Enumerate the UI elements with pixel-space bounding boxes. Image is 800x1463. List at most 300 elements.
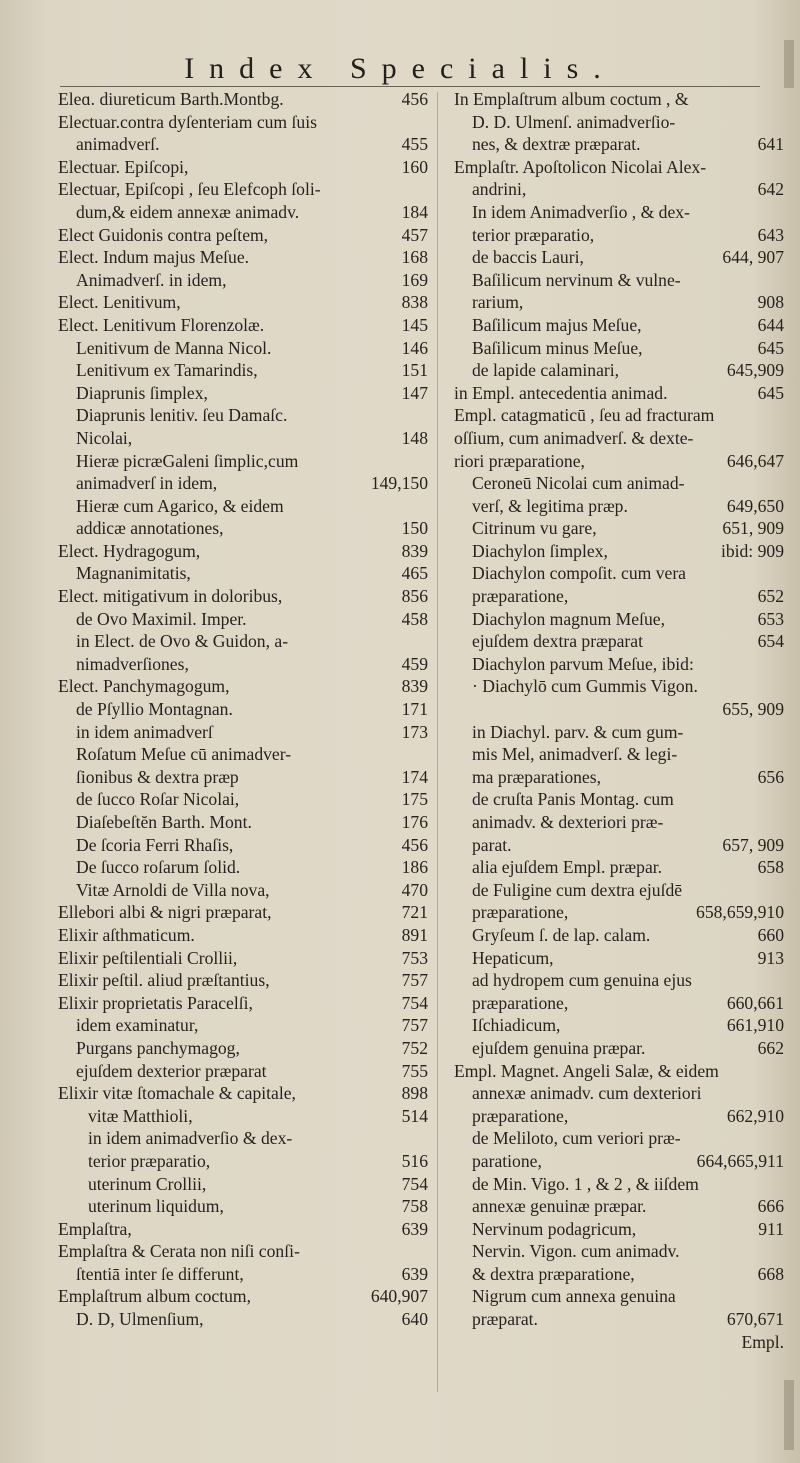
index-entry xyxy=(454,834,784,857)
index-entry xyxy=(58,1014,428,1037)
index-entry xyxy=(58,246,428,269)
index-entry xyxy=(454,427,784,450)
entry-text: Purgans panchymagog, xyxy=(76,1037,240,1058)
entry-text: vitæ Matthioli, xyxy=(88,1105,193,1126)
entry-page-number: 644 xyxy=(757,314,784,335)
entry-page-number: 145 xyxy=(401,314,428,335)
entry-text: in Diachyl. parv. & cum gum- xyxy=(472,721,684,742)
entry-text: In Emplaſtrum album coctum , & xyxy=(454,89,689,109)
entry-page-number: 658,659,910 xyxy=(696,902,784,923)
index-entry xyxy=(58,1127,428,1150)
entry-text: Ceroneū Nicolai cum animad- xyxy=(472,473,685,494)
index-entry xyxy=(454,585,784,608)
index-entry xyxy=(454,1240,784,1263)
index-entry xyxy=(454,291,784,314)
entry-text: Nervin. Vigon. cum animadv. xyxy=(472,1241,680,1262)
entry-text: Elixir peſtil. aliud præſtantius, xyxy=(58,970,270,991)
entry-page-number: 646,647 xyxy=(726,450,784,471)
entry-text: Elect. Hydragogum, xyxy=(58,540,201,561)
entry-text: Gryſeum ſ. de lap. calam. xyxy=(472,924,651,945)
entry-page-number: 668 xyxy=(757,1263,784,1284)
index-entry xyxy=(58,653,428,676)
index-entry xyxy=(454,495,784,518)
index-entry xyxy=(58,811,428,834)
index-entry xyxy=(454,1105,784,1128)
index-entry xyxy=(454,1082,784,1105)
entry-text: in Empl. antecedentia animad. xyxy=(454,382,668,403)
entry-page-number: 662 xyxy=(757,1037,784,1058)
index-entry xyxy=(454,269,784,292)
index-entry xyxy=(58,337,428,360)
entry-page-number: 908 xyxy=(757,292,784,313)
entry-page-number: 470 xyxy=(401,879,428,900)
entry-text: Roſatum Meſue cū animadver- xyxy=(76,744,292,765)
entry-text: Diachylon ſimplex, xyxy=(472,540,608,561)
entry-text: Emplaſtr. Apoſtolicon Nicolai Alex- xyxy=(454,156,707,177)
entry-page-number: 456 xyxy=(401,89,428,109)
entry-text: Hieræ picræGaleni ſimplic,cum xyxy=(76,450,299,471)
entry-page-number: 670,671 xyxy=(726,1309,784,1330)
entry-page-number: 911 xyxy=(758,1218,784,1239)
entry-page-number: 753 xyxy=(401,947,428,968)
entry-page-number: 660,661 xyxy=(726,992,784,1013)
entry-page-number: 168 xyxy=(401,247,428,268)
entry-text: annexæ genuinæ præpar. xyxy=(472,1196,647,1217)
index-entry xyxy=(58,404,428,427)
entry-text: uterinum Crollii, xyxy=(88,1173,207,1194)
entry-text: Iſchiadicum, xyxy=(472,1015,561,1036)
entry-page-number: 651, 909 xyxy=(722,518,784,539)
entry-page-number: 465 xyxy=(401,563,428,584)
index-entry xyxy=(58,1218,428,1241)
entry-text: Emplaſtra & Cerata non niſi conſi- xyxy=(58,1241,300,1262)
entry-text: Diaſebeſtĕn Barth. Mont. xyxy=(76,812,252,832)
index-entry xyxy=(58,201,428,224)
index-entry xyxy=(454,947,784,970)
index-entry xyxy=(454,653,784,676)
entry-text: riori præparatione, xyxy=(454,450,585,471)
index-entry xyxy=(454,788,784,811)
index-entry xyxy=(454,562,784,585)
entry-page-number: 639 xyxy=(401,1263,428,1284)
entry-text: Eleɑ. diureticum Barth.Montbg. xyxy=(58,89,284,109)
entry-text: annexæ animadv. cum dexteriori xyxy=(472,1083,702,1104)
index-entry xyxy=(58,1285,428,1308)
entry-page-number: 666 xyxy=(757,1196,784,1217)
entry-text: parat. xyxy=(472,834,512,855)
entry-text: Diaprunis lenitiv. ſeu Damaſc. xyxy=(76,405,288,426)
entry-page-number: 898 xyxy=(401,1083,428,1104)
entry-text: Elixir proprietatis Paracelſi, xyxy=(58,992,253,1013)
index-entry xyxy=(58,608,428,631)
entry-text: ad hydropem cum genuina ejus xyxy=(472,970,692,991)
index-entry xyxy=(58,178,428,201)
entry-text: animadv. & dexteriori præ- xyxy=(472,812,664,832)
entry-page-number: 458 xyxy=(401,608,428,629)
index-entry xyxy=(454,1308,784,1331)
entry-page-number: 150 xyxy=(401,518,428,539)
index-entry xyxy=(454,608,784,631)
entry-text: Nervinum podagricum, xyxy=(472,1218,637,1239)
index-entry xyxy=(58,156,428,179)
entry-text: terior præparatio, xyxy=(88,1150,211,1171)
index-entry xyxy=(454,1331,784,1354)
index-entry xyxy=(454,1127,784,1150)
index-entry xyxy=(58,1150,428,1173)
entry-text: paratione, xyxy=(472,1150,542,1171)
page-edge-shadow xyxy=(784,40,794,88)
index-entry xyxy=(58,947,428,970)
entry-text: alia ejuſdem Empl. præpar. xyxy=(472,857,663,878)
index-entry xyxy=(58,224,428,247)
entry-text: in idem animadverſio & dex- xyxy=(88,1128,293,1149)
index-entry xyxy=(58,1082,428,1105)
entry-page-number: 754 xyxy=(401,992,428,1013)
entry-page-number: 173 xyxy=(401,721,428,742)
entry-page-number: 758 xyxy=(401,1196,428,1217)
index-entry xyxy=(58,495,428,518)
entry-page-number: 661,910 xyxy=(726,1015,784,1036)
page-edge-shadow xyxy=(784,1380,794,1450)
index-entry xyxy=(454,1173,784,1196)
entry-text: de Meliloto, cum veriori præ- xyxy=(472,1128,681,1149)
index-entry xyxy=(58,427,428,450)
index-entry xyxy=(58,562,428,585)
entry-text: ejuſdem dexterior præparat xyxy=(76,1060,267,1081)
index-entry xyxy=(58,88,428,111)
entry-text: Citrinum vu gare, xyxy=(472,518,597,539)
entry-text: Elixir vitæ ſtomachale & capitale, xyxy=(58,1083,296,1104)
entry-page-number: 640,907 xyxy=(370,1286,428,1307)
entry-page-number: 649,650 xyxy=(726,495,784,516)
index-entry xyxy=(58,969,428,992)
entry-page-number: 171 xyxy=(401,699,428,720)
entry-page-number: 752 xyxy=(401,1037,428,1058)
entry-text: De ſcoria Ferri Rhaſis, xyxy=(76,834,234,855)
index-entry xyxy=(454,246,784,269)
entry-text: de baccis Lauri, xyxy=(472,247,584,268)
index-entry xyxy=(454,1150,784,1173)
index-entry xyxy=(58,992,428,1015)
entry-text: Diaprunis ſimplex, xyxy=(76,382,208,403)
entry-page-number: 658 xyxy=(757,857,784,878)
index-entry xyxy=(454,156,784,179)
index-entry xyxy=(58,133,428,156)
index-entry xyxy=(454,992,784,1015)
entry-text: nimadverſiones, xyxy=(76,653,189,674)
entry-text: Electuar. Epiſcopi, xyxy=(58,156,189,177)
index-entry xyxy=(58,472,428,495)
index-entry xyxy=(454,811,784,834)
entry-text: Empl. Magnet. Angeli Salæ, & eidem xyxy=(454,1060,719,1081)
index-entry xyxy=(58,675,428,698)
index-entry xyxy=(454,1263,784,1286)
entry-text: præparat. xyxy=(472,1309,538,1330)
index-entry xyxy=(58,585,428,608)
entry-text: Electuar.contra dyſenteriam cum ſuis xyxy=(58,111,317,132)
index-column-left xyxy=(58,88,428,1331)
entry-text: Baſilicum majus Meſue, xyxy=(472,314,642,335)
entry-text: præparatione, xyxy=(472,992,569,1013)
entry-page-number: 642 xyxy=(757,179,784,200)
index-entry xyxy=(58,1308,428,1331)
index-entry xyxy=(454,969,784,992)
entry-text: andrini, xyxy=(472,179,527,200)
index-entry xyxy=(454,721,784,744)
index-entry xyxy=(454,337,784,360)
entry-text: oſſium, cum animadverſ. & dexte- xyxy=(454,427,694,448)
entry-text: in idem animadverſ xyxy=(76,721,213,742)
index-entry xyxy=(58,766,428,789)
index-entry xyxy=(58,879,428,902)
entry-page-number: 754 xyxy=(401,1173,428,1194)
index-entry xyxy=(454,1218,784,1241)
entry-page-number: 757 xyxy=(401,970,428,991)
entry-page-number: 175 xyxy=(401,789,428,810)
index-entry xyxy=(58,1105,428,1128)
entry-page-number: 455 xyxy=(401,134,428,155)
entry-text: Ellebori albi & nigri præparat, xyxy=(58,902,272,923)
entry-text: ſtentiā inter ſe differunt, xyxy=(76,1263,244,1284)
entry-text: D. D. Ulmenſ. animadverſio- xyxy=(472,111,676,132)
entry-page-number: 660 xyxy=(757,924,784,945)
entry-text: Vitæ Arnoldi de Villa nova, xyxy=(76,879,270,900)
entry-text: De ſucco roſarum ſolid. xyxy=(76,857,241,878)
entry-text: Emplaſtra, xyxy=(58,1218,132,1239)
entry-text: Nigrum cum annexa genuina xyxy=(472,1286,676,1307)
entry-text: idem examinatur, xyxy=(76,1015,199,1036)
entry-page-number: 656 xyxy=(757,766,784,787)
entry-page-number: 456 xyxy=(401,834,428,855)
entry-page-number: 644, 907 xyxy=(722,247,784,268)
index-entry xyxy=(454,1060,784,1083)
entry-page-number: 757 xyxy=(401,1015,428,1036)
entry-page-number: 653 xyxy=(757,608,784,629)
index-entry xyxy=(454,924,784,947)
entry-page-number: 643 xyxy=(757,224,784,245)
entry-text: addicæ annotationes, xyxy=(76,518,224,539)
entry-text: in Elect. de Ovo & Guidon, a- xyxy=(76,631,289,652)
index-entry xyxy=(454,766,784,789)
entry-text: Diachylon magnum Meſue, xyxy=(472,608,665,629)
entry-page-number: 838 xyxy=(401,292,428,313)
index-entry xyxy=(58,450,428,473)
entry-page-number: 146 xyxy=(401,337,428,358)
entry-page-number: 645 xyxy=(757,382,784,403)
entry-page-number: 151 xyxy=(401,360,428,381)
page-header: Index Specialis. xyxy=(184,52,616,85)
index-entry xyxy=(58,924,428,947)
index-entry xyxy=(454,178,784,201)
entry-text: ſionibus & dextra præp xyxy=(76,766,239,787)
entry-page-number: 645,909 xyxy=(726,360,784,381)
entry-text: Baſilicum minus Meſue, xyxy=(472,337,643,358)
entry-text: de ſucco Roſar Nicolai, xyxy=(76,789,240,810)
entry-page-number: 149,150 xyxy=(370,473,428,494)
index-entry xyxy=(58,1037,428,1060)
entry-text: Nicolai, xyxy=(76,427,133,448)
entry-text: In idem Animadverſio , & dex- xyxy=(472,201,690,222)
entry-text: animadverſ in idem, xyxy=(76,473,218,494)
entry-text: mis Mel, animadverſ. & legi- xyxy=(472,744,678,765)
entry-page-number: 176 xyxy=(401,812,428,832)
header-rule xyxy=(60,86,760,87)
entry-page-number: 174 xyxy=(401,766,428,787)
entry-text: ma præparationes, xyxy=(472,766,601,787)
index-entry xyxy=(454,743,784,766)
entry-page-number: 640 xyxy=(401,1309,428,1330)
entry-text: præparatione, xyxy=(472,902,569,923)
entry-page-number: 856 xyxy=(401,586,428,607)
entry-text: Lenitivum de Manna Nicol. xyxy=(76,337,272,358)
index-entry xyxy=(454,450,784,473)
entry-text: Elect. Lenitivum Florenzolæ. xyxy=(58,314,265,335)
index-entry xyxy=(454,698,784,721)
entry-text: de Ovo Maximil. Imper. xyxy=(76,608,247,629)
entry-page-number: 160 xyxy=(401,156,428,177)
index-entry xyxy=(454,201,784,224)
entry-text: uterinum liquidum, xyxy=(88,1196,224,1217)
entry-page-number: 913 xyxy=(757,947,784,968)
entry-page-number: 721 xyxy=(401,902,428,923)
entry-text: Lenitivum ex Tamarindis, xyxy=(76,360,258,381)
entry-text: Hieræ cum Agarico, & eidem xyxy=(76,495,284,516)
column-divider xyxy=(437,92,438,1392)
entry-text: præparatione, xyxy=(472,1105,569,1126)
entry-text: verſ, & legitima præp. xyxy=(472,495,628,516)
entry-page-number: 839 xyxy=(401,540,428,561)
index-entry xyxy=(58,1263,428,1286)
entry-page-number: 891 xyxy=(401,924,428,945)
entry-text: terior præparatio, xyxy=(472,224,595,245)
index-entry xyxy=(58,269,428,292)
entry-page-number: 514 xyxy=(401,1105,428,1126)
entry-text: Magnanimitatis, xyxy=(76,563,191,584)
entry-page-number: 516 xyxy=(401,1150,428,1171)
index-entry xyxy=(58,517,428,540)
index-entry xyxy=(58,382,428,405)
entry-page-number: 655, 909 xyxy=(722,699,784,720)
index-entry xyxy=(58,1195,428,1218)
entry-page-number: ibid: 909 xyxy=(720,540,784,561)
entry-page-number: 639 xyxy=(401,1218,428,1239)
index-entry xyxy=(58,1060,428,1083)
entry-text: Elect. Panchymagogum, xyxy=(58,676,230,697)
entry-text: rarium, xyxy=(472,292,524,313)
index-entry xyxy=(58,856,428,879)
entry-text: de lapide calaminari, xyxy=(472,360,620,381)
entry-text: Elixir aſthmaticum. xyxy=(58,924,195,945)
entry-page-number: 147 xyxy=(401,382,428,403)
index-entry xyxy=(58,834,428,857)
entry-text: de Pſyllio Montagnan. xyxy=(76,699,233,720)
index-entry xyxy=(454,404,784,427)
index-entry xyxy=(454,540,784,563)
index-entry xyxy=(454,630,784,653)
index-entry xyxy=(454,359,784,382)
entry-page-number: 664,665,911 xyxy=(696,1150,784,1171)
entry-text: præparatione, xyxy=(472,586,569,607)
entry-page-number: 662,910 xyxy=(726,1105,784,1126)
entry-text: & dextra præparatione, xyxy=(472,1263,635,1284)
entry-text: Electuar, Epiſcopi , ſeu Elefcoph ſoli- xyxy=(58,179,321,200)
index-entry xyxy=(58,291,428,314)
index-entry xyxy=(454,879,784,902)
index-entry xyxy=(58,111,428,134)
entry-text: de cruſta Panis Montag. cum xyxy=(472,789,674,810)
index-entry xyxy=(58,901,428,924)
index-entry xyxy=(454,1014,784,1037)
index-entry xyxy=(58,743,428,766)
entry-text: animadverſ. xyxy=(76,134,160,155)
index-entry xyxy=(454,675,784,698)
entry-page-number: 654 xyxy=(757,631,784,652)
entry-text: Baſilicum nervinum & vulne- xyxy=(472,269,681,290)
entry-text: nes, & dextræ præparat. xyxy=(472,134,641,155)
entry-text: Diachylon parvum Meſue, ibid: xyxy=(472,653,694,674)
index-entry xyxy=(58,1240,428,1263)
index-entry xyxy=(58,698,428,721)
entry-page-number: 184 xyxy=(401,201,428,222)
index-entry xyxy=(58,314,428,337)
index-entry xyxy=(454,472,784,495)
entry-page-number: 645 xyxy=(757,337,784,358)
index-entry xyxy=(58,359,428,382)
entry-text: Animadverſ. in idem, xyxy=(76,269,227,290)
entry-text: dum,& eidem annexæ animadv. xyxy=(76,201,300,222)
index-entry xyxy=(58,630,428,653)
index-column-right xyxy=(454,88,784,1353)
entry-text: de Min. Vigo. 1 , & 2 , & iiſdem xyxy=(472,1173,699,1194)
entry-text: Diachylon compoſit. cum vera xyxy=(472,563,686,584)
entry-text: Emplaſtrum album coctum, xyxy=(58,1286,251,1307)
entry-page-number: 148 xyxy=(401,427,428,448)
entry-page-number: 641 xyxy=(757,134,784,155)
entry-page-number: 169 xyxy=(401,269,428,290)
index-entry xyxy=(454,382,784,405)
entry-text: ejuſdem dextra præparat xyxy=(472,631,643,652)
index-entry xyxy=(58,540,428,563)
entry-page-number: 839 xyxy=(401,676,428,697)
entry-text: Elect. mitigativum in doloribus, xyxy=(58,586,283,607)
index-entry xyxy=(454,1037,784,1060)
entry-text: de Fuligine cum dextra ejuſdē xyxy=(472,879,683,900)
index-entry xyxy=(58,721,428,744)
index-entry xyxy=(454,314,784,337)
entry-text: Empl. catagmaticū , ſeu ad fracturam xyxy=(454,405,715,426)
entry-text: Elixir peſtilentiali Crollii, xyxy=(58,947,238,968)
index-entry xyxy=(454,517,784,540)
index-entry xyxy=(454,1195,784,1218)
entry-page-number: 186 xyxy=(401,857,428,878)
entry-text: D. D, Ulmenſium, xyxy=(76,1309,204,1330)
entry-text: ejuſdem genuina præpar. xyxy=(472,1037,646,1058)
entry-page-number: 652 xyxy=(757,586,784,607)
index-entry xyxy=(454,901,784,924)
entry-page-number: Empl. xyxy=(741,1331,784,1352)
index-entry xyxy=(454,856,784,879)
entry-text: · Diachylō cum Gummis Vigon. xyxy=(472,676,698,697)
entry-page-number: 457 xyxy=(401,224,428,245)
index-entry xyxy=(454,224,784,247)
index-entry xyxy=(58,1173,428,1196)
entry-page-number: 459 xyxy=(401,653,428,674)
entry-page-number: 657, 909 xyxy=(722,834,784,855)
entry-text: Elect. Indum majus Meſue. xyxy=(58,247,250,268)
index-entry xyxy=(454,111,784,134)
entry-text: Elect Guidonis contra peſtem, xyxy=(58,224,269,245)
index-entry xyxy=(454,1285,784,1308)
